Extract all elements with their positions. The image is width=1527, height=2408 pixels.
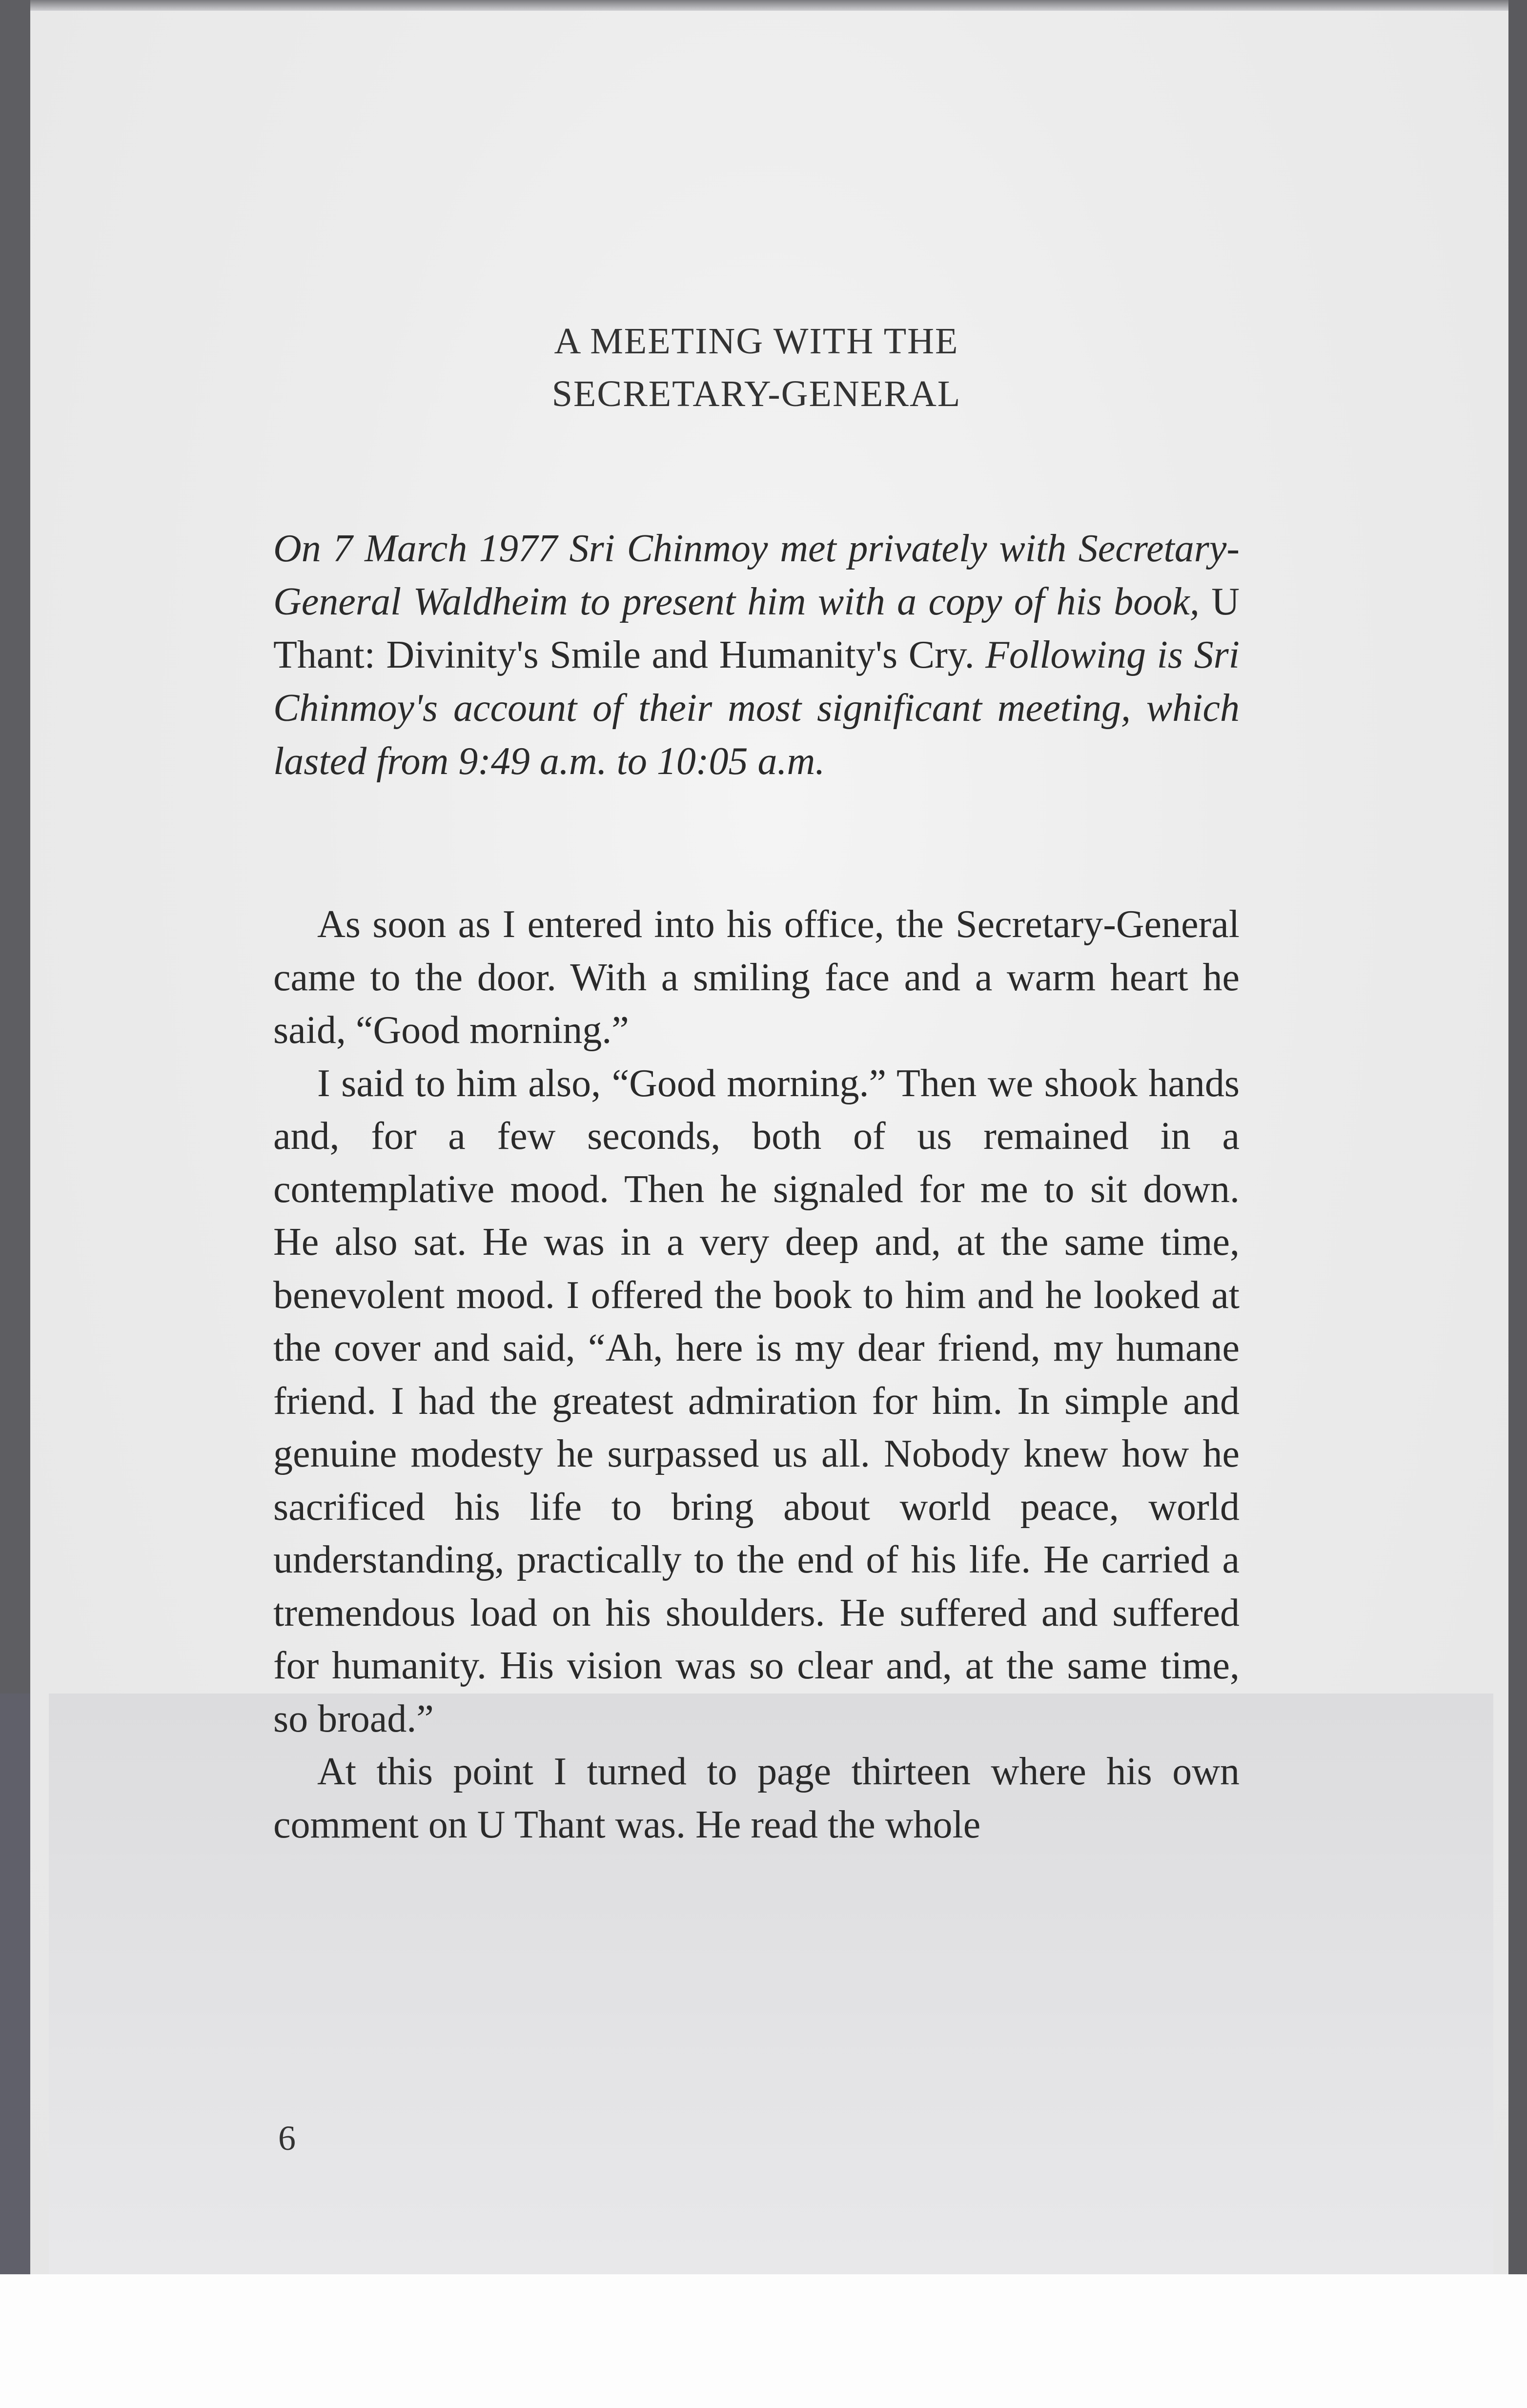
chapter-title-line-1: A MEETING WITH THE	[554, 321, 959, 362]
intro-book-title: U Thant: Divinity's Smile and Humanity's Cry.	[273, 580, 1240, 676]
body-text	[273, 898, 1240, 1851]
page-number: 6	[278, 2119, 296, 2158]
intro-text-part-1: On 7 March 1977 Sri Chinmoy met privately with Secretary-General Waldheim to present him with a copy of his book,	[273, 527, 1240, 623]
body-paragraph: As soon as I entered into his office, the Secretary-General came to the door. With a smiling face and a warm heart he said, “Good morning.”	[273, 903, 1240, 1052]
intro-paragraph	[273, 522, 1240, 788]
body-paragraph: At this point I turned to page thirteen where his own comment on U Thant was. He read the whole	[273, 1750, 1240, 1846]
scanner-top-edge	[0, 0, 1527, 11]
body-paragraph: I said to him also, “Good morning.” Then we shook hands and, for a few seconds, both of us remained in a contemplative mood. Then he signaled for me to sit down. He also sat. He was in a very deep and, at the same time, benevolent mood. I offered the book to him and he looked at the cover and said, “Ah, here is my dear friend, my humane friend. I had the greatest admiration for him. In simple and genuine modesty he surpassed us all. Nobody knew how he sacrificed his life to bring about world peace, world understanding, practically to the end of his life. He carried a tremendous load on his shoulders. He suffered and suffered for humanity. His vision was so clear and, at the same time, so broad.”	[273, 1061, 1240, 1740]
chapter-title	[273, 315, 1240, 420]
scanner-right-edge	[1508, 0, 1527, 2274]
chapter-title-line-2: SECRETARY-GENERAL	[551, 373, 961, 414]
intro-text-part-2: Following is Sri Chinmoy's account of their most significant meeting, which lasted from 9:49 a.m. to 10:05 a.m.	[273, 633, 1240, 783]
